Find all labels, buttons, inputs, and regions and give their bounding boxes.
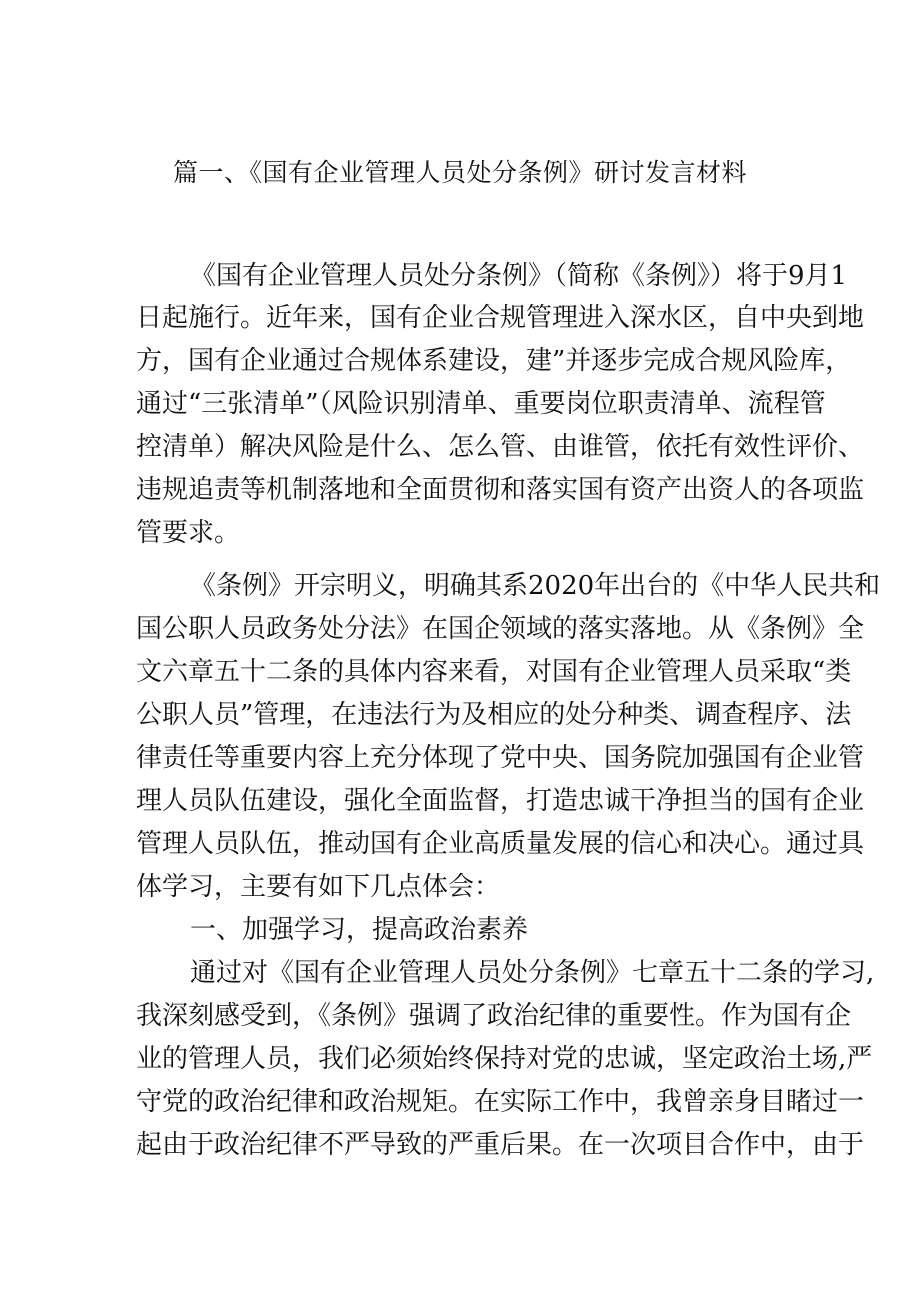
section-heading: 一、加强学习，提高政治素养 <box>190 915 529 945</box>
paragraph-line: 方，国有企业通过合规体系建设，建”并逐步完成合规风险库， <box>136 346 852 376</box>
paragraph-line: 律责任等重要内容上充分体现了党中央、国务院加强国有企业管 <box>136 743 865 773</box>
paragraph-line: 《国有企业管理人员处分条例》（简称《条例》）将于9月1 <box>190 261 848 291</box>
paragraph-line: 体学习，主要有如下几点体会： <box>136 872 501 902</box>
paragraph-line: 违规追责等机制落地和全面贯彻和落实国有资产出资人的各项监 <box>136 475 865 505</box>
paragraph-line: 国公职人员政务处分法》在国企领域的落实落地。从《条例》全 <box>136 614 865 644</box>
paragraph-line: 《条例》开宗明义，明确其系2020年出台的《中华人民共和 <box>190 571 881 601</box>
paragraph-line: 业的管理人员，我们必须始终保持对党的忠诚，坚定政治土场,严 <box>136 1044 873 1074</box>
paragraph-line: 文六章五十二条的具体内容来看，对国有企业管理人员采取“类 <box>136 657 852 687</box>
paragraph-line: 理人员队伍建设，强化全面监督，打造忠诚干净担当的国有企业 <box>136 786 865 816</box>
paragraph-line: 管理人员队伍，推动国有企业高质量发展的信心和决心。通过具 <box>136 829 865 859</box>
paragraph-line: 通过对《国有企业管理人员处分条例》七章五十二条的学习, <box>190 958 875 988</box>
paragraph-line: 公职人员”管理，在违法行为及相应的处分种类、调查程序、法 <box>136 700 852 730</box>
paragraph-line: 守党的政治纪律和政治规矩。在实际工作中，我曾亲身目睹过一 <box>136 1087 865 1117</box>
document-title: 篇一、《国有企业管理人员处分条例》研讨发言材料 <box>172 158 747 187</box>
paragraph-line: 起由于政治纪律不严导致的严重后果。在一次项目合作中，由于 <box>136 1130 865 1160</box>
paragraph-line: 通过“三张清单”（风险识别清单、重要岗位职责清单、流程管 <box>136 389 826 419</box>
paragraph-line: 管要求。 <box>136 518 241 548</box>
paragraph-line: 日起施行。近年来，国有企业合规管理进入深水区，自中央到地 <box>136 303 865 333</box>
paragraph-line: 控清单）解决风险是什么、怎么管、由谁管，依托有效性评价、 <box>136 432 865 462</box>
paragraph-line: 我深刻感受到，《条例》强调了政治纪律的重要性。作为国有企 <box>136 1001 852 1031</box>
